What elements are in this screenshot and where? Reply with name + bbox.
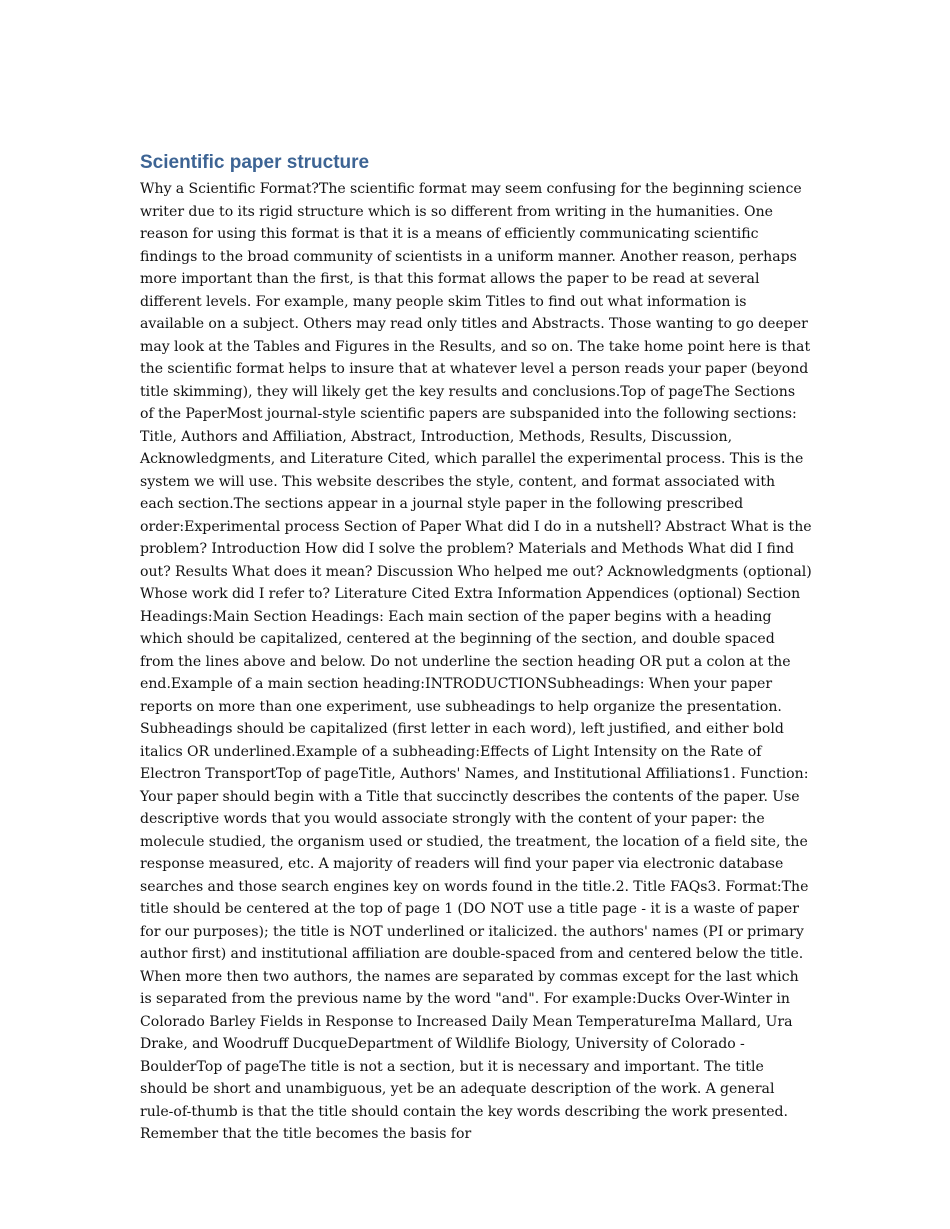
document-content <box>140 150 812 1146</box>
body-paragraph: Why a Scientific Format?The scientific format may seem confusing for the beginning science writer due to its rigid structure which is so different from writing in the humanities. One reason for using this format is that it is a means of efficiently communicating scientific findings to the broad community of scientists in a uniform manner. Another reason, perhaps more important than the first, is that this format allows the paper to be read at several different levels. For example, many people skim Titles to find out what information is available on a subject. Others may read only titles and Abstracts. Those wanting to go deeper may look at the Tables and Figures in the Results, and so on. The take home point here is that the scientific format helps to insure that at whatever level a person reads your paper (beyond title skimming), they will likely get the key results and conclusions.Top of pageThe Sections of the PaperMost journal-style scientific papers are subspanided into the following sections: Title, Authors and Affiliation, Abstract, Introduction, Methods, Results, Discussion, Acknowledgments, and Literature Cited, which parallel the experimental process. This is the system we will use. This website describes the style, content, and format associated with each section.The sections appear in a journal style paper in the following prescribed order:Experimental process Section of Paper What did I do in a nutshell? Abstract What is the problem? Introduction How did I solve the problem? Materials and Methods What did I find out? Results What does it mean? Discussion Who helped me out? Acknowledgments (optional) Whose work did I refer to? Literature Cited Extra Information Appendices (optional) Section Headings:Main Section Headings: Each main section of the paper begins with a heading which should be capitalized, centered at the beginning of the section, and double spaced from the lines above and below. Do not underline the section heading OR put a colon at the end.Example of a main section heading:INTRODUCTIONSubheadings: When your paper reports on more than one experiment, use subheadings to help organize the presentation. Subheadings should be capitalized (first letter in each word), left justified, and either bold italics OR underlined.Example of a subheading:Effects of Light Intensity on the Rate of Electron TransportTop of pageTitle, Authors' Names, and Institutional Affiliations1. Function: Your paper should begin with a Title that succinctly describes the contents of the paper. Use descriptive words that you would associate strongly with the content of your paper: the molecule studied, the organism used or studied, the treatment, the location of a field site, the response measured, etc. A majority of readers will find your paper via electronic database searches and those search engines key on words found in the title.2. Title FAQs3. Format:The title should be centered at the top of page 1 (DO NOT use a title page - it is a waste of paper for our purposes); the title is NOT underlined or italicized. the authors' names (PI or primary author first) and institutional affiliation are double-spaced from and centered below the title. When more then two authors, the names are separated by commas except for the last which is separated from the previous name by the word "and". For example:Ducks Over-Winter in Colorado Barley Fields in Response to Increased Daily Mean TemperatureIma Mallard, Ura Drake, and Woodruff DucqueDepartment of Wildlife Biology, University of Colorado - BoulderTop of pageThe title is not a section, but it is necessary and important. The title should be short and unambiguous, yet be an adequate description of the work. A general rule-of-thumb is that the title should contain the key words describing the work presented. Remember that the title becomes the basis for <box>140 181 812 1142</box>
page-title: Scientific paper structure <box>140 152 370 173</box>
